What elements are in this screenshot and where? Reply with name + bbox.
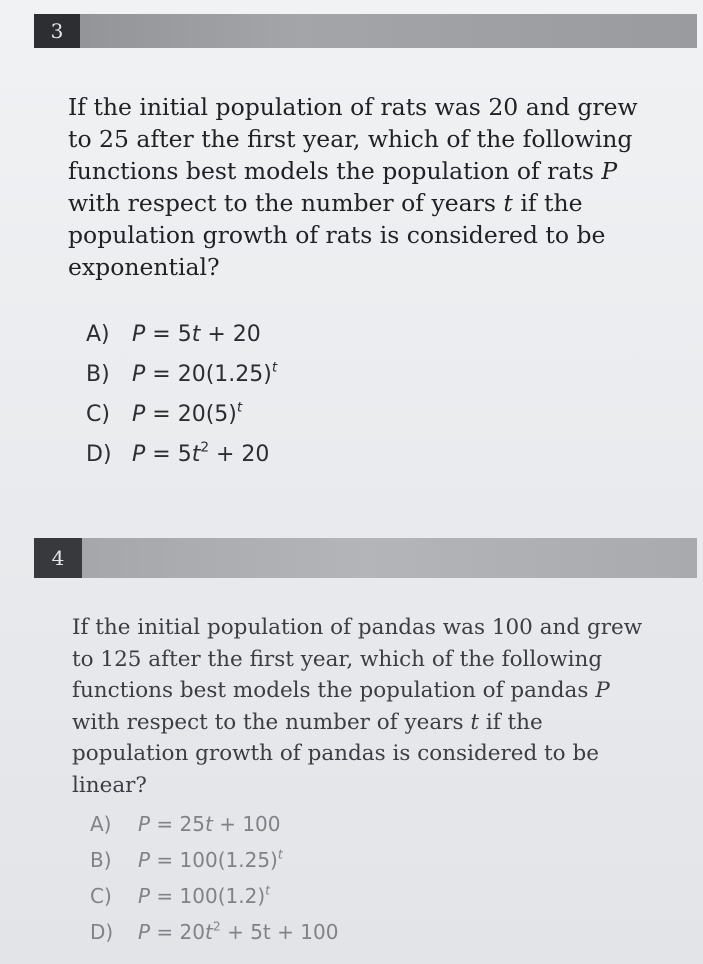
question-3-stem: If the initial population of rats was 20 and grew to 25 after the first year, which of the following functions best models the population of rats P with respect to the number of years t if the population growth of rats is considered to be exponential? (68, 93, 638, 281)
choice-letter: C) (90, 884, 112, 908)
question-4-number: 4 (34, 538, 82, 578)
choice-formula: $P = 20(5)^t$ (132, 399, 243, 427)
question-3-number: 3 (34, 14, 80, 48)
choice-letter: D) (90, 920, 114, 944)
choice-formula: $P = 100(1.25)^t$ (138, 846, 283, 872)
choice-formula: P = 5t + 20 (132, 322, 261, 347)
choice-letter: A) (90, 812, 112, 836)
question-3-choice-b[interactable] (86, 359, 278, 402)
choice-letter: A) (86, 322, 110, 347)
choice-letter: D) (86, 442, 112, 467)
choice-formula: P = 25t + 100 (138, 812, 281, 836)
choice-letter: B) (86, 362, 110, 387)
question-4-choice-d[interactable] (90, 920, 338, 956)
choice-formula: $P = 5t^2 + 20$ (132, 439, 270, 467)
question-3-choice-d[interactable] (86, 439, 277, 482)
question-3-choices (86, 322, 277, 482)
question-4-choice-c[interactable] (90, 884, 338, 920)
question-4-header-bar (34, 538, 697, 578)
question-3-header-bar (34, 14, 697, 48)
question-4-choice-a[interactable] (90, 812, 338, 848)
choice-formula: $P = 100(1.2)^t$ (138, 882, 270, 908)
question-3-choice-c[interactable] (86, 399, 277, 442)
choice-letter: B) (90, 848, 112, 872)
choice-formula: $P = 20t^2 + 5t + 100$ (138, 918, 339, 944)
choice-formula: $P = 20(1.25)^t$ (132, 359, 278, 387)
choice-letter: C) (86, 402, 110, 427)
question-4-choice-b[interactable] (90, 848, 338, 884)
question-3-choice-a[interactable] (86, 322, 277, 362)
question-4-stem: If the initial population of pandas was 100 and grew to 125 after the first year, which of the following functions best models the population of pandas P with respect to the number of years t if the population growth of pandas is considered to be linear? (72, 615, 643, 798)
question-4-choices (90, 812, 338, 956)
